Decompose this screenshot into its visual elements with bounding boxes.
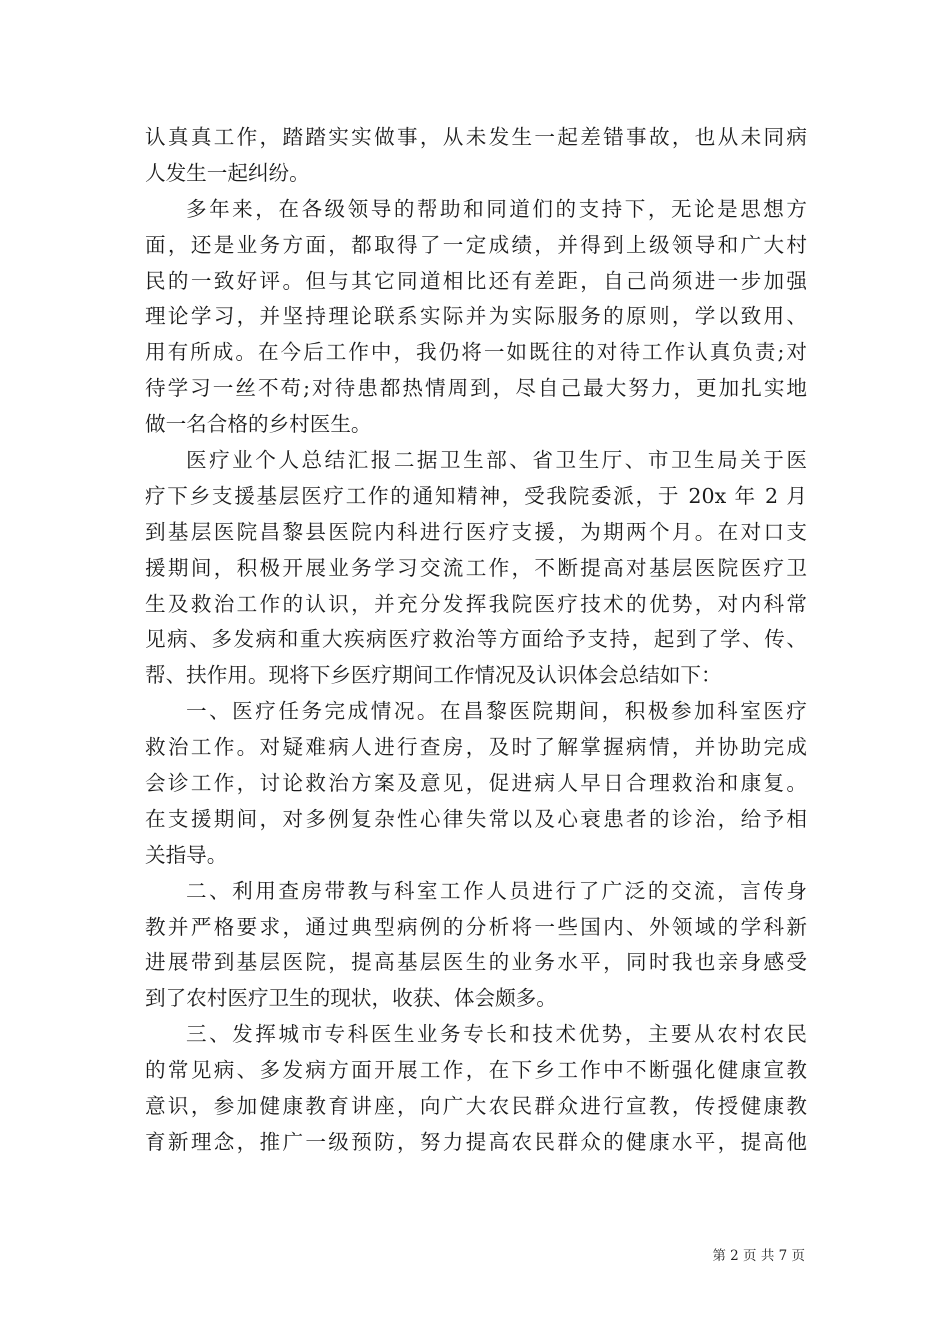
- text-line: 见病、多发病和重大疾病医疗救治等方面给予支持，起到了学、传、: [145, 627, 807, 652]
- text-line: 理论学习，并坚持理论联系实际并为实际服务的原则，学以致用、: [145, 304, 807, 329]
- paragraph-2: [145, 192, 807, 443]
- paragraph-5: [145, 874, 807, 1018]
- text-line: 意识，参加健康教育讲座，向广大农民群众进行宣教，传授健康教: [145, 1094, 807, 1119]
- text-line: 援期间，积极开展业务学习交流工作，不断提高对基层医院医疗卫: [145, 555, 807, 580]
- text-line: 用有所成。在今后工作中，我仍将一如既往的对待工作认真负责;对: [145, 340, 807, 365]
- text-line: 人发生一起纠纷。: [145, 160, 310, 185]
- text-line: 疗下乡支援基层医疗工作的通知精神，受我院委派，于 20x 年 2 月: [145, 483, 807, 508]
- text-line: 认真真工作，踏踏实实做事，从未发生一起差错事故，也从未同病: [145, 125, 807, 149]
- text-line: 二、利用查房带教与科室工作人员进行了广泛的交流，言传身: [186, 878, 807, 903]
- text-line: 一、医疗任务完成情况。在昌黎医院期间，积极参加科室医疗: [186, 699, 807, 724]
- text-line: 面，还是业务方面，都取得了一定成绩，并得到上级领导和广大村: [145, 232, 807, 257]
- paragraph-1: [145, 120, 807, 192]
- document-body: [145, 120, 807, 1161]
- text-line: 医疗业个人总结汇报二据卫生部、省卫生厅、市卫生局关于医: [186, 448, 807, 473]
- text-line: 到基层医院昌黎县医院内科进行医疗支援，为期两个月。在对口支: [145, 519, 807, 544]
- text-line: 育新理念，推广一级预防，努力提高农民群众的健康水平，提高他: [145, 1129, 807, 1154]
- paragraph-4: [145, 694, 807, 873]
- text-line: 救治工作。对疑难病人进行查房，及时了解掌握病情，并协助完成: [145, 735, 807, 760]
- text-line: 的常见病、多发病方面开展工作，在下乡工作中不断强化健康宣教: [145, 1058, 807, 1083]
- text-line: 教并严格要求，通过典型病例的分析将一些国内、外领域的学科新: [145, 914, 807, 939]
- text-line: 民的一致好评。但与其它同道相比还有差距，自己尚须进一步加强: [145, 268, 807, 293]
- text-line: 会诊工作，讨论救治方案及意见，促进病人早日合理救治和康复。: [145, 771, 807, 796]
- text-line: 三、发挥城市专科医生业务专长和技术优势，主要从农村农民: [186, 1022, 807, 1047]
- text-line: 待学习一丝不苟;对待患都热情周到，尽自己最大努力，更加扎实地: [145, 376, 807, 401]
- text-line: 在支援期间，对多例复杂性心律失常以及心衰患者的诊治，给予相: [145, 806, 807, 831]
- text-line: 帮、扶作用。现将下乡医疗期间工作情况及认识体会总结如下：: [145, 663, 722, 688]
- text-line: 多年来，在各级领导的帮助和同道们的支持下，无论是思想方: [186, 196, 807, 221]
- text-line: 生及救治工作的认识，并充分发挥我院医疗技术的优势，对内科常: [145, 591, 807, 616]
- text-line: 做一名合格的乡村医生。: [145, 412, 372, 437]
- text-line: 到了农村医疗卫生的现状，收获、体会颇多。: [145, 986, 557, 1011]
- page-number: 第 2 页 共 7 页: [712, 1248, 805, 1264]
- text-line: 关指导。: [145, 842, 228, 867]
- paragraph-6: [145, 1017, 807, 1161]
- text-line: 进展带到基层医院，提高基层医生的业务水平，同时我也亲身感受: [145, 950, 807, 975]
- paragraph-3: [145, 443, 807, 694]
